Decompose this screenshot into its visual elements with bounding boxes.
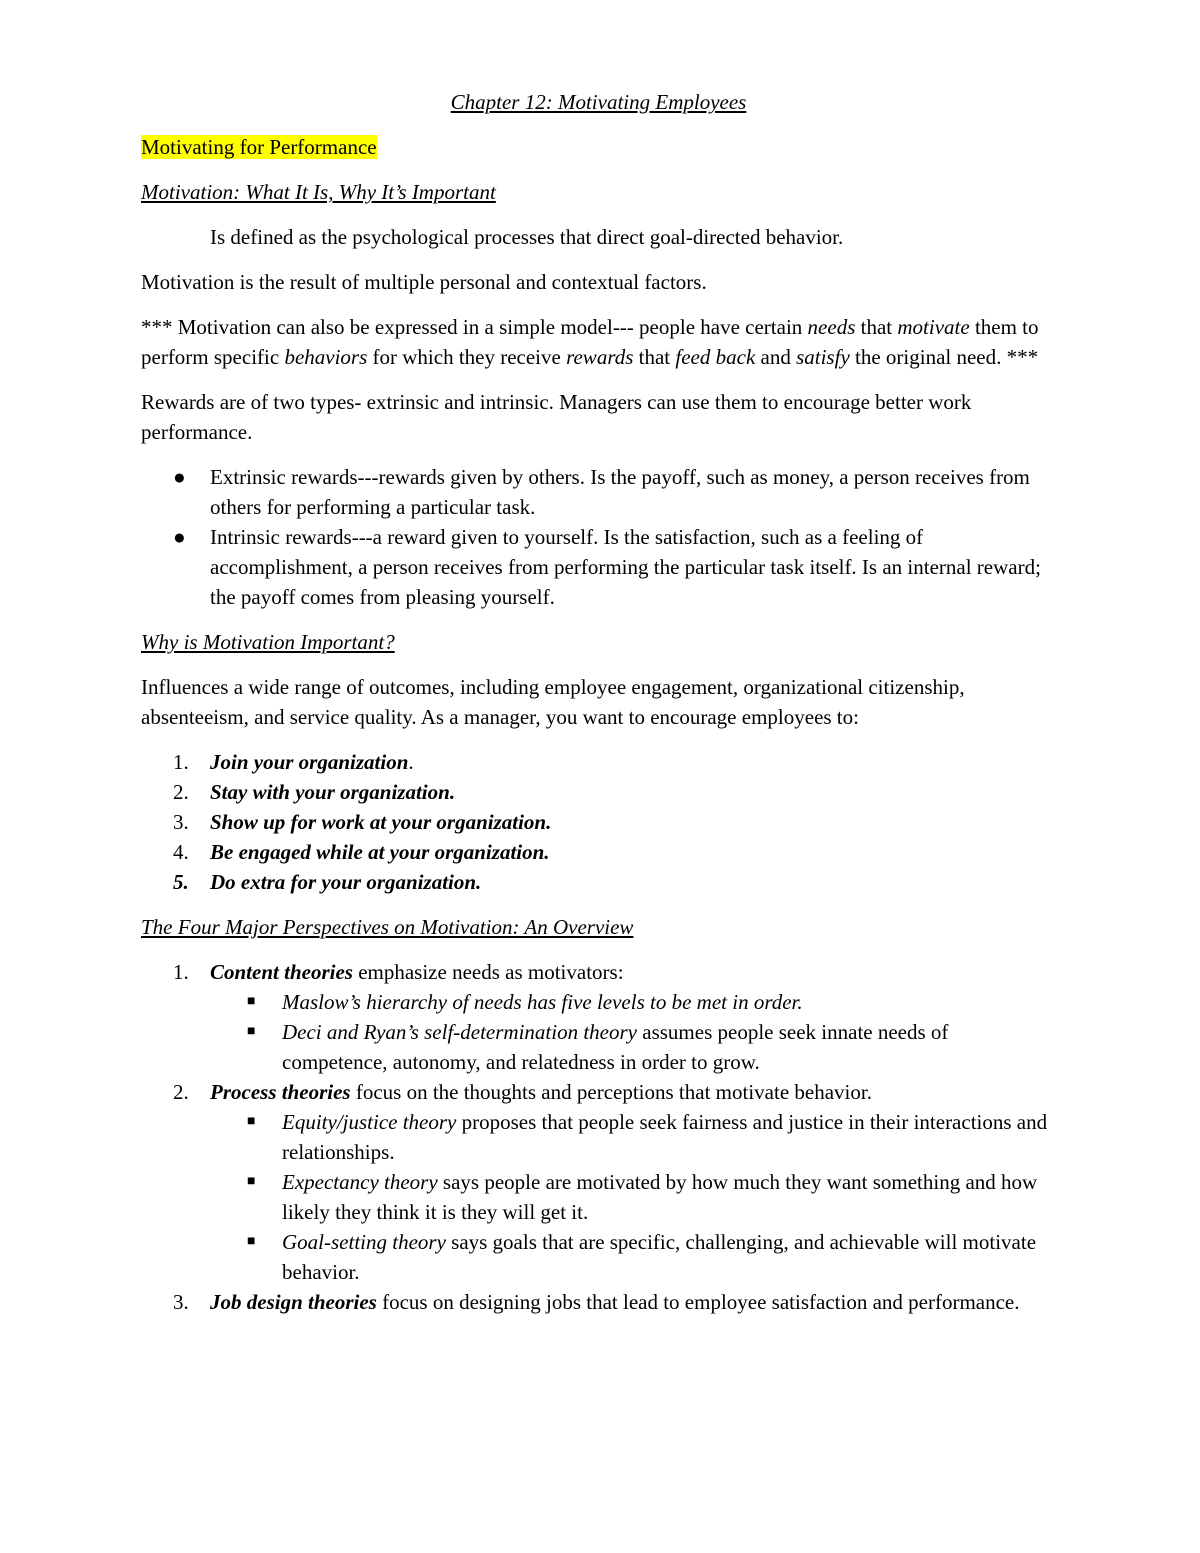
list-number: 4. [173,840,189,864]
square-bullet-icon: ■ [247,1174,256,1189]
model-text: the original need. *** [849,345,1039,369]
sub-text: says people are motivated by how much they want something and how likely they think it is they will get it. [282,1170,1038,1224]
model-text: for which they receive [367,345,567,369]
importance-text: Influences a wide range of outcomes, including employee engagement, organizational citizenship, absenteeism, and service quality. As a manager, you want to encourage employees to: [141,675,965,729]
list-item [141,867,1056,897]
list-item [141,747,1056,777]
sub-text: proposes that people seek fairness and justice in their interactions and relationships. [282,1110,1048,1164]
model-text: and [755,345,797,369]
theory-desc: focus on designing jobs that lead to employee satisfaction and performance. [376,1290,1020,1314]
sub-text: says goals that are specific, challenging, and achievable will motivate behavior. [282,1230,1037,1284]
sub-text: assumes people seek innate needs of competence, autonomy, and relatedness in order to grow. [282,1020,949,1074]
bullet-icon: ● [173,525,186,549]
theory-name: Job design theories [210,1290,377,1314]
list-number: 5. [173,870,189,894]
simple-model-text [141,312,1056,372]
model-term-rewards: rewards [566,345,634,369]
goal-text: Join your organization [210,750,409,774]
theories-numbered-list [141,957,1056,1317]
list-number: 3. [173,810,189,834]
sub-term: Maslow’s hierarchy of needs has five levels to be met in order. [282,990,803,1014]
model-term-motivate: motivate [897,315,970,339]
subheading-four-perspectives: The Four Major Perspectives on Motivation: An Overview [141,915,634,939]
rewards-bullet-list [141,462,1056,612]
document-body [141,87,1056,1317]
model-text: them to perform specific [141,315,1039,369]
model-term-needs: needs [807,315,856,339]
list-item [141,777,1056,807]
model-term-behaviors: behaviors [284,345,368,369]
sub-term: Expectancy theory [282,1170,438,1194]
model-term-satisfy: satisfy [796,345,850,369]
goals-numbered-list [141,747,1056,897]
list-item [141,837,1056,867]
goal-text: Do extra for your organization. [210,870,482,894]
list-item [141,1287,1056,1317]
section-heading [141,132,1056,162]
sub-list-item [141,1017,1056,1077]
goal-tail: . [408,750,414,774]
model-term-feedback: feed back [675,345,756,369]
list-item [141,957,1056,987]
sub-term: Equity/justice theory [282,1110,457,1134]
model-text: that [633,345,676,369]
square-bullet-icon: ■ [247,1234,256,1249]
subheading-why-important: Why is Motivation Important? [141,630,395,654]
highlighted-heading: Motivating for Performance [141,135,377,159]
list-item [141,1077,1056,1107]
sub-list-item [141,1107,1056,1167]
square-bullet-icon: ■ [247,1024,256,1039]
chapter-title: Chapter 12: Motivating Employees [450,90,747,114]
square-bullet-icon: ■ [247,1114,256,1129]
list-number: 2. [173,1080,189,1104]
sub-list-item [141,1167,1056,1227]
goal-text: Show up for work at your organization. [210,810,552,834]
sub-list-item [141,987,1056,1017]
list-number: 2. [173,780,189,804]
theory-desc: focus on the thoughts and perceptions that motivate behavior. [350,1080,872,1104]
model-text: that [855,315,898,339]
list-item [141,522,1056,612]
list-item [141,807,1056,837]
model-text: *** Motivation can also be expressed in a simple model--- people have certain [141,315,808,339]
list-item [141,462,1056,522]
goal-text: Stay with your organization. [210,780,456,804]
bullet-text: Intrinsic rewards---a reward given to yourself. Is the satisfaction, such as a feeling of accomplishment, a person receives from performing the particular task itself. Is an internal reward; the payoff comes from pleasing yourself. [210,525,1041,609]
list-number: 1. [173,750,189,774]
goal-text: Be engaged while at your organization. [210,840,550,864]
rewards-intro-text: Rewards are of two types- extrinsic and intrinsic. Managers can use them to encourage better work performance. [141,390,972,444]
sub-term: Deci and Ryan’s self-determination theory [282,1020,637,1044]
sub-term: Goal-setting theory [282,1230,446,1254]
result-text: Motivation is the result of multiple personal and contextual factors. [141,270,707,294]
theory-desc: emphasize needs as motivators: [352,960,624,984]
list-number: 1. [173,960,189,984]
bullet-text: Extrinsic rewards---rewards given by others. Is the payoff, such as money, a person receives from others for performing a particular task. [210,465,1030,519]
bullet-icon: ● [173,465,186,489]
theory-name: Content theories [210,960,353,984]
sub-list-item [141,1227,1056,1287]
theory-name: Process theories [210,1080,351,1104]
list-number: 3. [173,1290,189,1314]
subheading-what-it-is: Motivation: What It Is, Why It’s Important [141,180,496,204]
definition-text: Is defined as the psychological processes that direct goal-directed behavior. [210,225,844,249]
square-bullet-icon: ■ [247,994,256,1009]
